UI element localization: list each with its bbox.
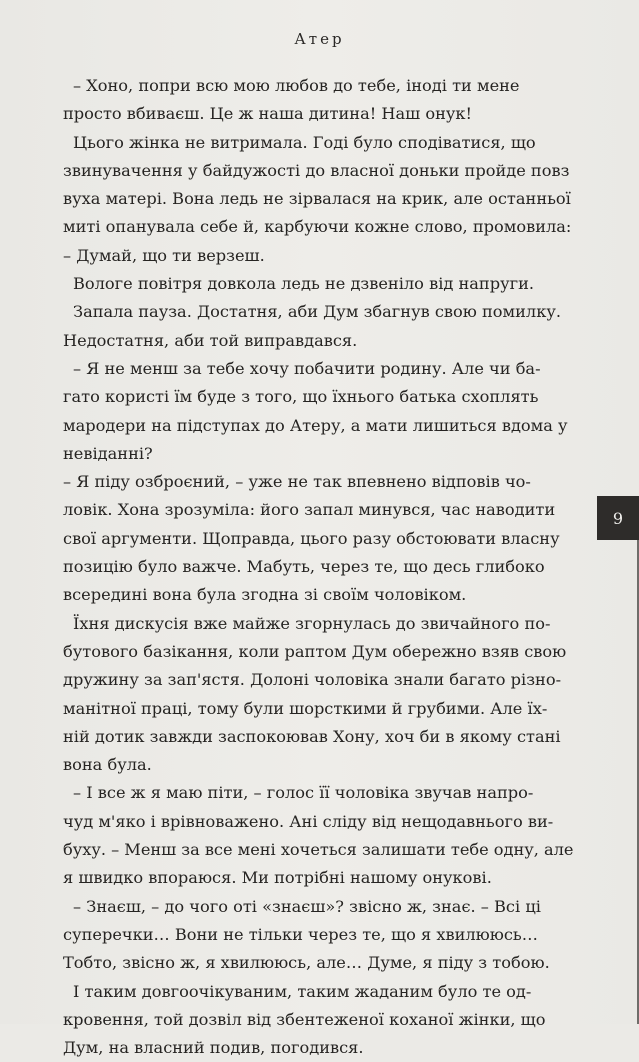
text-line: звинувачення у байдужості до власної доньки пройде повз: [63, 157, 573, 185]
text-line: чуд м'яко і врівноважено. Ані сліду від нещодавнього ви-: [63, 808, 573, 836]
text-line: позицію було важче. Мабуть, через те, що десь глибоко: [63, 553, 573, 581]
paragraph: [63, 610, 573, 780]
text-line: миті опанувала себе й, карбуючи кожне слово, промовила:: [63, 213, 573, 241]
text-line: мародери на підступах до Атеру, а мати лишиться вдома у: [63, 412, 573, 440]
paragraph: [63, 779, 573, 892]
text-line: Недостатня, аби той виправдався.: [63, 327, 573, 355]
text-line: Цього жінка не витримала. Годі було сподіватися, що: [63, 129, 573, 157]
text-line: – Знаєш, – до чого оті «знаєш»? звісно ж, знає. – Всі ці: [63, 893, 573, 921]
paragraph: [63, 72, 573, 129]
text-line: буху. – Менш за все мені хочеться залишати тебе одну, але: [63, 836, 573, 864]
text-line: я швидко впораюся. Ми потрібні нашому онукові.: [63, 864, 573, 892]
text-line: Вологе повітря довкола ледь не дзвеніло від напруги.: [63, 270, 573, 298]
text-line: вуха матері. Вона ледь не зірвалася на крик, але останньої: [63, 185, 573, 213]
text-line: кровення, той дозвіл від збентеженої коханої жінки, що: [63, 1006, 573, 1034]
paragraph: [63, 270, 573, 298]
text-line: невіданні?: [63, 440, 573, 468]
paragraph-container: [63, 72, 573, 1062]
text-line: Тобто, звісно ж, я хвилююсь, але… Думе, я піду з тобою.: [63, 949, 573, 977]
text-line: вона була.: [63, 751, 573, 779]
text-line: гато користі їм буде з того, що їхнього батька схоплять: [63, 383, 573, 411]
running-header: Атер: [0, 30, 639, 48]
paragraph: [63, 129, 573, 270]
text-line: І таким довгоочікуваним, таким жаданим було те од-: [63, 978, 573, 1006]
paragraph: [63, 298, 573, 355]
text-line: манітної праці, тому були шорсткими й грубими. Але їх-: [63, 695, 573, 723]
text-line: бутового базікання, коли раптом Дум обережно взяв свою: [63, 638, 573, 666]
text-line: свої аргументи. Щоправда, цього разу обстоювати власну: [63, 525, 573, 553]
text-line: – Я піду озброєний, – уже не так впевнено відповів чо-: [63, 468, 573, 496]
text-line: ній дотик завжди заспокоював Хону, хоч би в якому стані: [63, 723, 573, 751]
text-line: Дум, на власний подив, погодився.: [63, 1034, 573, 1062]
text-line: дружину за зап'ястя. Долоні чоловіка знали багато різно-: [63, 666, 573, 694]
text-line: просто вбиваєш. Це ж наша дитина! Наш онук!: [63, 100, 573, 128]
text-line: – Хоно, попри всю мою любов до тебе, іноді ти мене: [63, 72, 573, 100]
paragraph: [63, 978, 573, 1062]
text-line: всередині вона була згодна зі своїм чоловіком.: [63, 581, 573, 609]
page-number-tab: [597, 496, 639, 540]
page-number: 9: [613, 509, 623, 528]
body-text: [63, 72, 573, 1062]
paragraph: [63, 893, 573, 978]
text-line: Їхня дискусія вже майже згорнулась до звичайного по-: [63, 610, 573, 638]
text-line: ловік. Хона зрозуміла: його запал минувся, час наводити: [63, 496, 573, 524]
text-line: – Я не менш за тебе хочу побачити родину. Але чи ба-: [63, 355, 573, 383]
text-line: суперечки… Вони не тільки через те, що я хвилююсь…: [63, 921, 573, 949]
paragraph: [63, 355, 573, 610]
text-line: Запала пауза. Достатня, аби Дум збагнув свою помилку.: [63, 298, 573, 326]
text-line: – І все ж я маю піти, – голос її чоловіка звучав напро-: [63, 779, 573, 807]
text-line: – Думай, що ти верзеш.: [63, 242, 573, 270]
